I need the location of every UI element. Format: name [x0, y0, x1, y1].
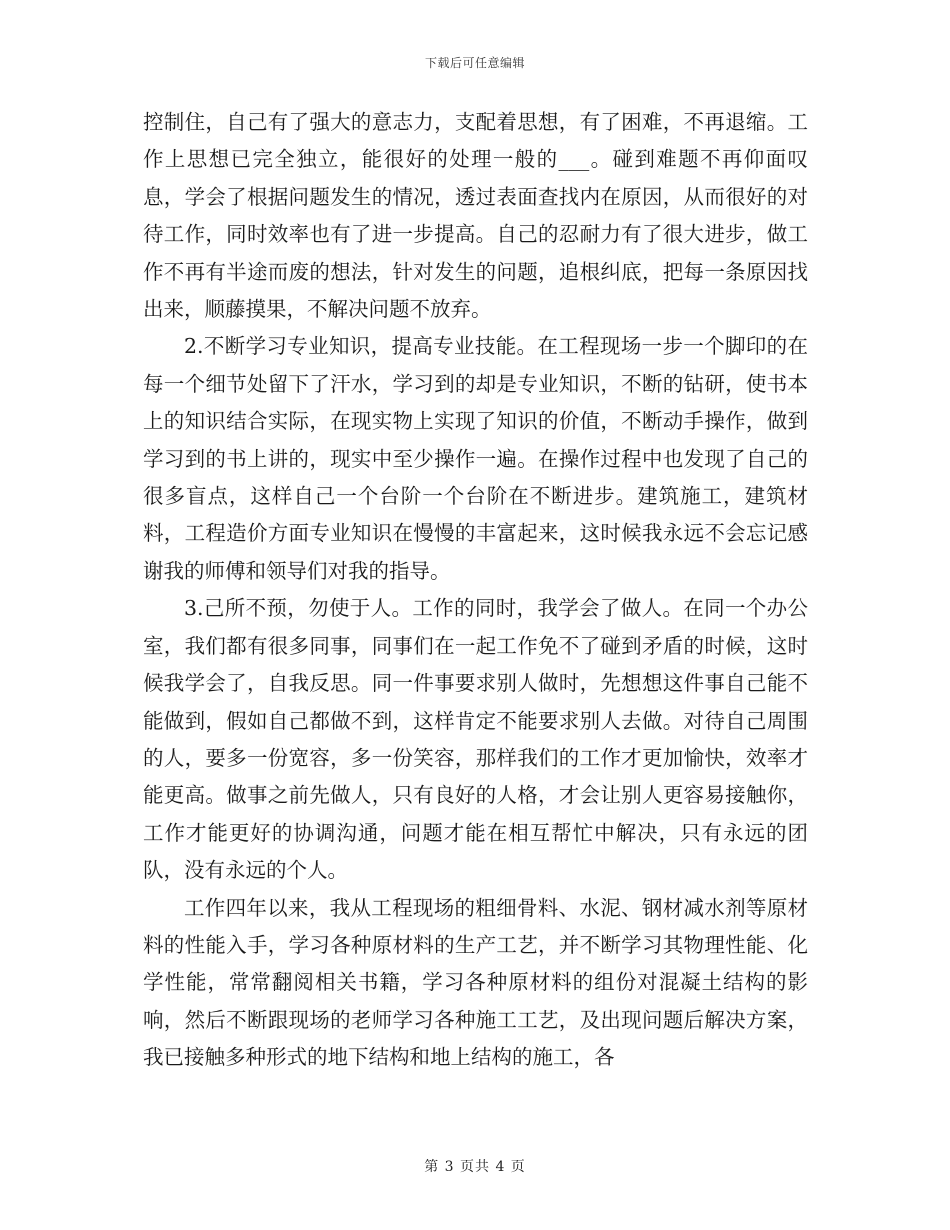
paragraph-3: 3.己所不预，勿使于人。工作的同时，我学会了做人。在同一个办公室，我们都有很多同事，同事们在一起工作免不了碰到矛盾的时候，这时候我学会了，自我反思。同一件事要求别人做时，先想想这件事自己能不能做到，假如自己都做不到，这样肯定不能要求别人去做。对待自己周围的人，要多一份宽容，多一份笑容，那样我们的工作才更加愉快，效率才能更高。做事之前先做人，只有良好的人格，才会让别人更容易接触你，工作才能更好的协调沟通，问题才能在相互帮忙中解决，只有永远的团队，没有永远的个人。	[143, 596, 808, 883]
paragraph-4: 工作四年以来，我从工程现场的粗细骨料、水泥、钢材减水剂等原材料的性能入手，学习各种原材料的生产工艺，并不断学习其物理性能、化学性能，常常翻阅相关书籍，学习各种原材料的组份对混凝土结构的影响，然后不断跟现场的老师学习各种施工工艺，及出现问题后解决方案，我已接触多种形式的地下结构和地上结构的施工，各	[143, 895, 808, 1070]
paragraph-2: 2.不断学习专业知识，提高专业技能。在工程现场一步一个脚印的在每一个细节处留下了汗水，学习到的却是专业知识，不断的钻研，使书本上的知识结合实际，在现实物上实现了知识的价值，不断动手操作，做到学习到的书上讲的，现实中至少操作一遍。在操作过程中也发现了自己的很多盲点，这样自己一个台阶一个台阶在不断进步。建筑施工，建筑材料，工程造价方面专业知识在慢慢的丰富起来，这时候我永远不会忘记感谢我的师傅和领导们对我的指导。	[143, 334, 808, 583]
page-header: 下载后可任意编辑	[424, 56, 525, 70]
document-body	[143, 104, 808, 1077]
page-number: 第 3 页共 4 页	[424, 1159, 526, 1175]
paragraph-1: 控制住，自己有了强大的意志力，支配着思想，有了困难，不再退缩。工作上思想已完全独立，能很好的处理一般的___。碰到难题不再仰面叹息，学会了根据问题发生的情况，透过表面查找内在原因，从而很好的对待工作，同时效率也有了进一步提高。自己的忍耐力有了很大进步，做工作不再有半途而废的想法，针对发生的问题，追根纠底，把每一条原因找出来，顺藤摸果，不解决问题不放弃。	[143, 110, 808, 322]
